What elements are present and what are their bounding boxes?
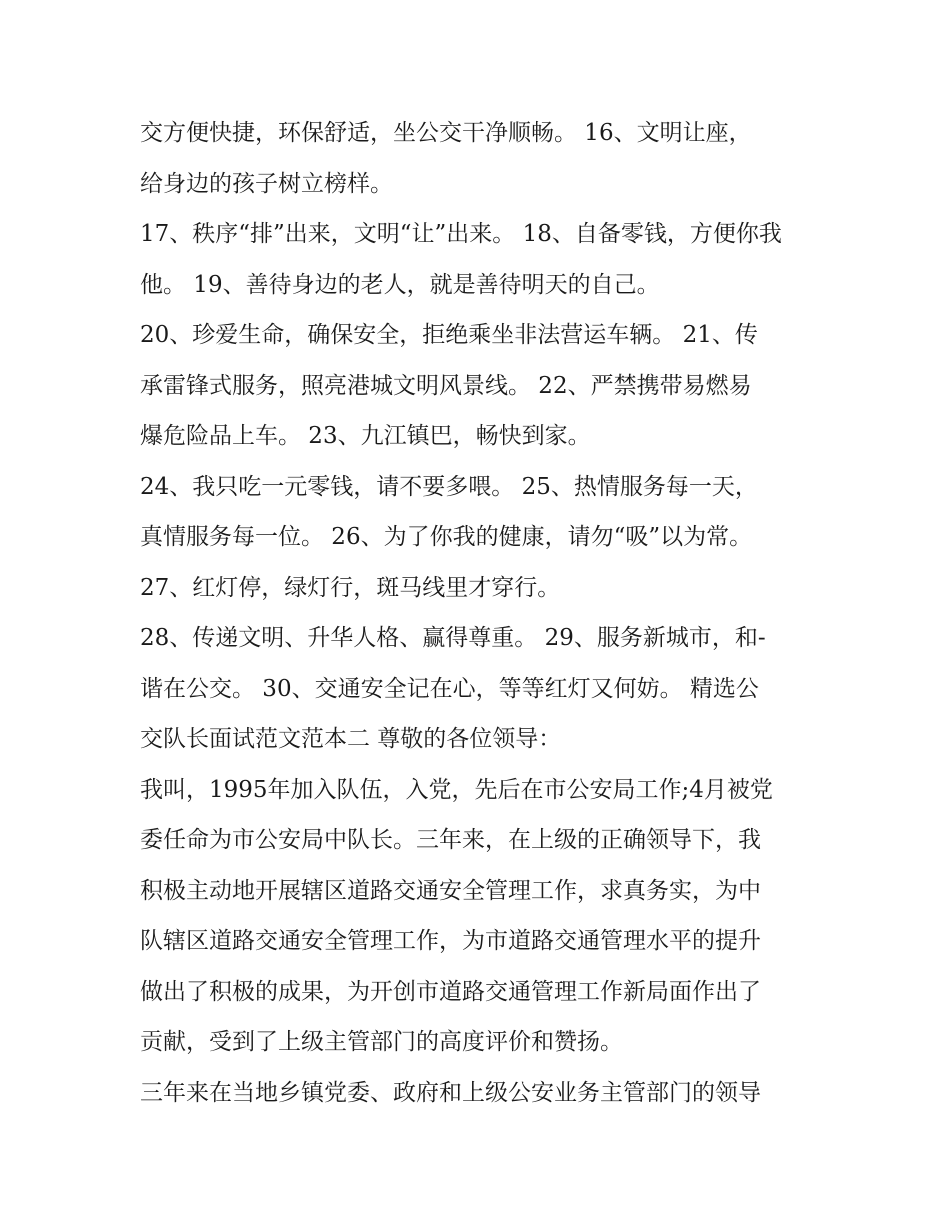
text-line: 17、秩序“排”出来，文明“让”出来。 18、自备零钱，方便你我 (140, 221, 782, 247)
text-line: 贡献，受到了上级主管部门的高度评价和赞扬。 (140, 1029, 623, 1055)
text-line: 交队长面试范文范本二 尊敬的各位领导： (140, 726, 562, 752)
text-line: 做出了积极的成果，为开创市道路交通管理工作新局面作出了 (140, 978, 761, 1005)
text-line: 给身边的孩子树立榜样。 (140, 170, 393, 197)
text-line: 他。 19、善待身边的老人，就是善待明天的自己。 (140, 271, 660, 298)
text-line: 我叫，1995年加入队伍，入党，先后在市公安局工作;4月被党 (140, 776, 773, 803)
text-line: 爆危险品上车。 23、九江镇巴，畅快到家。 (140, 423, 591, 449)
text-line: 24、我只吃一元零钱，请不要多喂。 25、热情服务每一天， (140, 473, 758, 500)
text-line: 28、传递文明、升华人格、赢得尊重。 29、服务新城市，和- (140, 625, 766, 651)
text-line: 承雷锋式服务，照亮港城文明风景线。 22、严禁携带易燃易 (140, 372, 752, 399)
body-text (140, 108, 830, 1118)
text-line: 谐在公交。 30、交通安全记在心，等等红灯又何妨。 精选公 (140, 675, 759, 702)
text-line: 积极主动地开展辖区道路交通安全管理工作，求真务实，为中 (140, 877, 761, 904)
text-line: 三年来在当地乡镇党委、政府和上级公安业务主管部门的领导 (140, 1079, 761, 1106)
text-line: 20、珍爱生命，确保安全，拒绝乘坐非法营运车辆。 21、传 (140, 322, 758, 348)
text-line: 委任命为市公安局中队长。三年来，在上级的正确领导下，我 (140, 827, 761, 853)
text-line: 交方便快捷，环保舒适，坐公交干净顺畅。 16、文明让座， (140, 120, 752, 146)
text-line: 真情服务每一位。 26、为了你我的健康，请勿“吸”以为常。 (140, 524, 753, 550)
text-line: 队辖区道路交通安全管理工作，为市道路交通管理水平的提升 (140, 928, 761, 954)
text-line: 27、红灯停，绿灯行，斑马线里才穿行。 (140, 574, 561, 601)
